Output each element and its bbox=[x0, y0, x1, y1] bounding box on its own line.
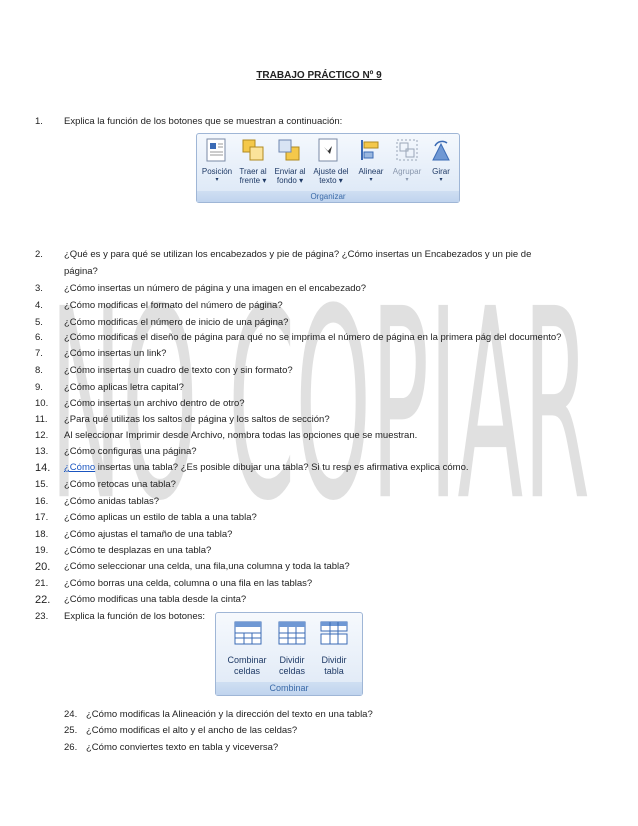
split-table-button[interactable]: Dividir tabla bbox=[321, 655, 347, 676]
page-title: TRABAJO PRÁCTICO Nº 9 bbox=[256, 70, 382, 81]
position-icon bbox=[205, 138, 227, 162]
ribbon-organizar bbox=[196, 133, 460, 203]
send-to-back-button[interactable]: Enviar al fondo ▾ bbox=[274, 167, 306, 185]
ribbon-group-label: Combinar bbox=[216, 682, 362, 695]
split-cells-button[interactable]: Dividir celdas bbox=[278, 655, 305, 676]
ribbon-group-label: Organizar bbox=[197, 191, 459, 202]
question-text: Explica la función de los botones que se muestran a continuación: bbox=[64, 116, 343, 127]
watermark-text: NO COPIAR bbox=[50, 253, 591, 520]
align-button[interactable]: Alinear ▾ bbox=[358, 167, 384, 183]
split-cells-icon bbox=[278, 621, 306, 645]
group-button[interactable]: Agrupar ▾ bbox=[392, 167, 422, 183]
text-wrap-button[interactable]: Ajuste del texto ▾ bbox=[313, 167, 349, 185]
bring-to-front-button[interactable]: Traer al frente ▾ bbox=[239, 167, 267, 185]
merge-cells-icon bbox=[234, 621, 262, 645]
send-back-icon bbox=[277, 138, 301, 162]
split-table-icon bbox=[320, 621, 348, 645]
align-icon bbox=[359, 138, 383, 162]
link[interactable]: ¿Cómo bbox=[64, 462, 96, 473]
question-number: 1. bbox=[35, 116, 43, 127]
text-wrap-icon bbox=[317, 138, 339, 162]
rotate-icon bbox=[429, 138, 453, 162]
merge-cells-button[interactable]: Combinar celdas bbox=[227, 655, 267, 676]
bring-front-icon bbox=[241, 138, 265, 162]
rotate-button[interactable]: Girar ▾ bbox=[432, 167, 450, 183]
group-icon bbox=[395, 138, 419, 162]
position-button[interactable]: Posición ▾ bbox=[201, 167, 233, 183]
ribbon-combinar bbox=[215, 612, 363, 696]
